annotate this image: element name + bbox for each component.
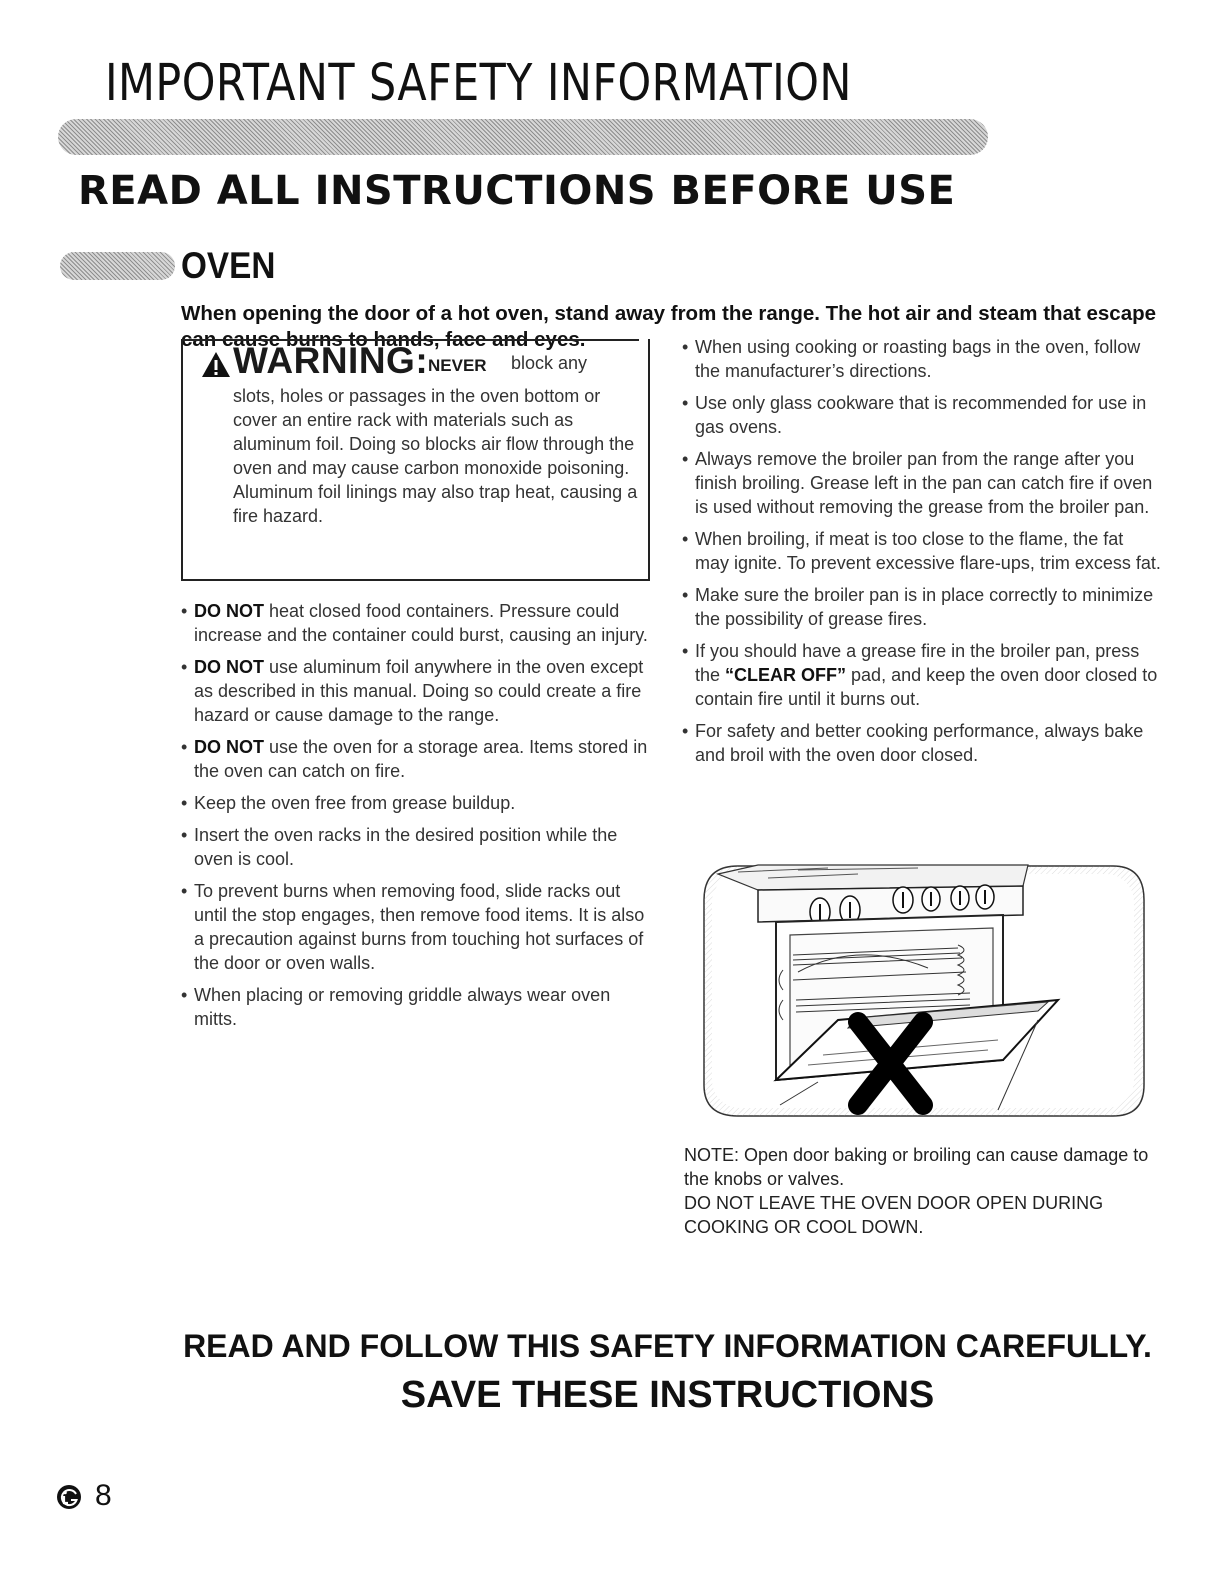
- note-text: NOTE: Open door baking or broiling can cause damage to the knobs or valves.: [684, 1145, 1149, 1189]
- section-bar: [60, 252, 175, 280]
- footer-instruction: READ AND FOLLOW THIS SAFETY INFORMATION CAREFULLY.: [183, 1328, 1152, 1364]
- list-item: • If you should have a grease fire in the broiler pan, press the “CLEAR OFF” pad, and keep the oven door closed to contain fire until it burns out.: [682, 639, 1162, 711]
- section-intro: When opening the door of a hot oven, stand away from the range. The hot air and steam that escape can cause burns to hands, face and eyes.: [181, 302, 1157, 351]
- page-subtitle: READ ALL INSTRUCTIONS BEFORE USE: [78, 168, 956, 214]
- footer-save-instructions: SAVE THESE INSTRUCTIONS: [400, 1374, 935, 1416]
- list-item: • For safety and better cooking performance, always bake and broil with the oven door closed.: [682, 719, 1162, 767]
- list-item: • Insert the oven racks in the desired position while the oven is cool.: [181, 823, 656, 871]
- list-item: • When broiling, if meat is too close to the flame, the fat may ignite. To prevent excessive flare-ups, trim excess fat.: [682, 527, 1162, 575]
- warning-title: WARNING:: [233, 340, 429, 381]
- warning-emphasis: NEVER: [428, 356, 487, 375]
- section-title: OVEN: [181, 245, 276, 286]
- right-bullet-list: [682, 335, 1162, 775]
- note-block: [684, 1143, 1164, 1239]
- page-number: 8: [95, 1479, 112, 1512]
- warning-body: slots, holes or passages in the oven bottom or cover an entire rack with materials such as aluminum foil. Doing so blocks air flow through the oven and may cause carbon monoxide poisoning. Aluminum foil linings may also trap heat, causing a fire hazard.: [233, 386, 638, 526]
- list-item: • When using cooking or roasting bags in the oven, follow the manufacturer’s directions.: [682, 335, 1162, 383]
- list-item: • Make sure the broiler pan is in place correctly to minimize the possibility of grease fires.: [682, 583, 1162, 631]
- left-bullet-list: [181, 599, 656, 1039]
- lg-logo-icon: [56, 1484, 82, 1510]
- list-item: • DO NOT heat closed food containers. Pressure could increase and the container could burst, causing an injury.: [181, 599, 656, 647]
- header-bar: [58, 119, 988, 155]
- list-item: • DO NOT use aluminum foil anywhere in the oven except as described in this manual. Doing so could create a fire hazard or cause damage to the range.: [181, 655, 656, 727]
- oven-door-open-illustration: [698, 860, 1148, 1122]
- list-item: • When placing or removing griddle always wear oven mitts.: [181, 983, 656, 1031]
- note-warning: DO NOT LEAVE THE OVEN DOOR OPEN DURING COOKING OR COOL DOWN.: [684, 1193, 1104, 1237]
- warning-box: [181, 339, 650, 581]
- list-item: • Use only glass cookware that is recommended for use in gas ovens.: [682, 391, 1162, 439]
- list-item: • DO NOT use the oven for a storage area. Items stored in the oven can catch on fire.: [181, 735, 656, 783]
- list-item: • Keep the oven free from grease buildup.: [181, 791, 656, 815]
- warning-triangle-icon: [201, 351, 231, 378]
- page-title: IMPORTANT SAFETY INFORMATION: [105, 54, 852, 113]
- list-item: • Always remove the broiler pan from the range after you finish broiling. Grease left in the pan can catch fire if oven is used without removing the grease from the broiler pan.: [682, 447, 1162, 519]
- warning-lead-text: block any: [511, 353, 588, 373]
- list-item: • To prevent burns when removing food, slide racks out until the stop engages, then remove food items. It is also a precaution against burns from touching hot surfaces of the door or oven walls.: [181, 879, 656, 975]
